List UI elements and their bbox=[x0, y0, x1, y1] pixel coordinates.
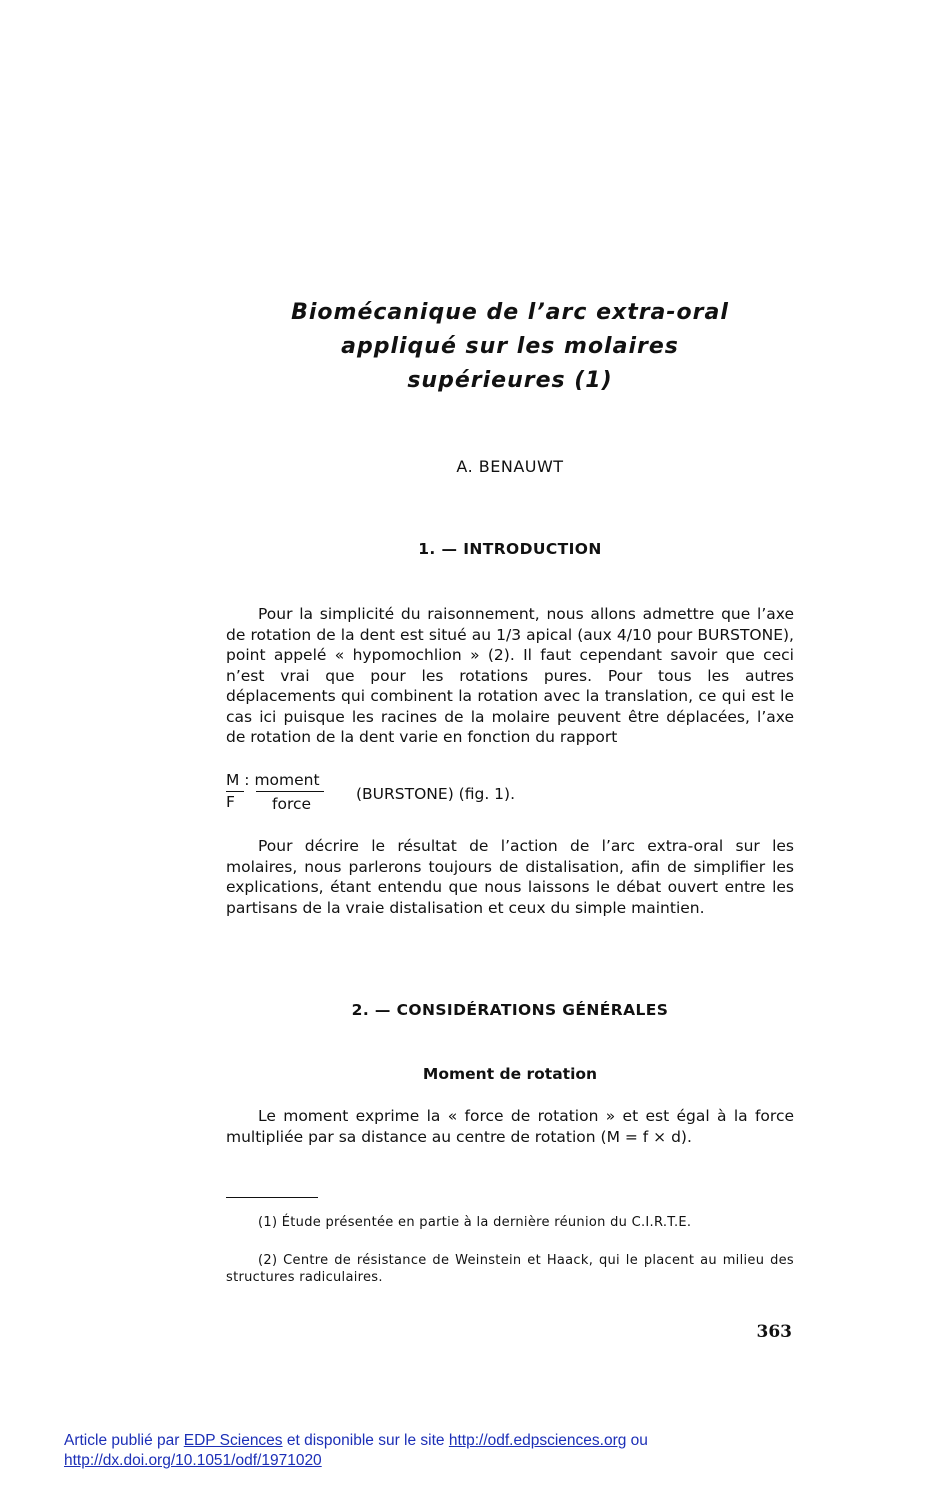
publisher-link[interactable]: EDP Sciences bbox=[183, 1432, 283, 1449]
site-link[interactable]: http://odf.edpsciences.org bbox=[448, 1432, 627, 1449]
fraction-bar bbox=[226, 791, 244, 792]
title-line-2: appliqué sur les molaires bbox=[341, 334, 679, 359]
intro-paragraph-1: Pour la simplicité du raisonnement, nous allons admettre que l’axe de rotation de la dent est situé au 1/3 apical (aux 4/10 pour BURSTONE), point appelé « hypomochlion » (2). Il faut cependant savoir que ceci n’est vrai que pour les rotations pures. Pour tous les autres déplacements qui combinent la rotation avec la translation, ce qui est le cas ici puisque les racines de la molaire peuvent être déplacées, l’axe de rotation de la dent varie en fonction du rapport bbox=[226, 605, 794, 746]
credit-suffix: ou bbox=[626, 1432, 648, 1449]
formula-citation: (BURSTONE) (fig. 1). bbox=[356, 785, 516, 803]
subsection-heading: Moment de rotation bbox=[422, 1065, 598, 1083]
footnote-1: (1) Étude présentée en partie à la dernière réunion du C.I.R.T.E. bbox=[258, 1215, 692, 1230]
intro-paragraph-2: Pour décrire le résultat de l’action de l’arc extra-oral sur les molaires, nous parlerons toujours de distalisation, afin de simplifier les explications, étant entendu que nous laissons le débat ouvert entre les partisans de la vraie distalisation et ceux du simple maintien. bbox=[226, 837, 794, 917]
section-1-heading: 1. — INTRODUCTION bbox=[418, 540, 602, 558]
fraction-numerator: M : moment bbox=[226, 771, 320, 789]
doi-link[interactable]: http://dx.doi.org/10.1051/odf/1971020 bbox=[64, 1452, 322, 1469]
moment-paragraph: Le moment exprime la « force de rotation » et est égal à la force multipliée par sa distance au centre de rotation (M = f × d). bbox=[226, 1107, 794, 1146]
footnote-divider bbox=[226, 1197, 318, 1198]
article-title bbox=[200, 296, 820, 398]
footnote-2: (2) Centre de résistance de Weinstein et Haack, qui le placent au milieu des structures radiculaires. bbox=[226, 1253, 794, 1285]
credit-middle: et disponible sur le site bbox=[282, 1432, 449, 1449]
page-number: 363 bbox=[756, 1322, 792, 1342]
moment-force-ratio bbox=[226, 771, 794, 815]
fraction-bar bbox=[256, 791, 324, 792]
author-name: A. BENAUWT bbox=[456, 457, 564, 476]
fraction-denominator-right: force bbox=[272, 795, 312, 813]
fraction-denominator-left: F bbox=[226, 793, 235, 811]
section-2-heading: 2. — CONSIDÉRATIONS GÉNÉRALES bbox=[351, 1001, 669, 1019]
title-line-3: supérieures (1) bbox=[407, 368, 613, 393]
title-line-1: Biomécanique de l’arc extra-oral bbox=[291, 300, 729, 325]
publisher-credit bbox=[64, 1431, 884, 1471]
credit-prefix: Article publié par bbox=[64, 1432, 184, 1449]
